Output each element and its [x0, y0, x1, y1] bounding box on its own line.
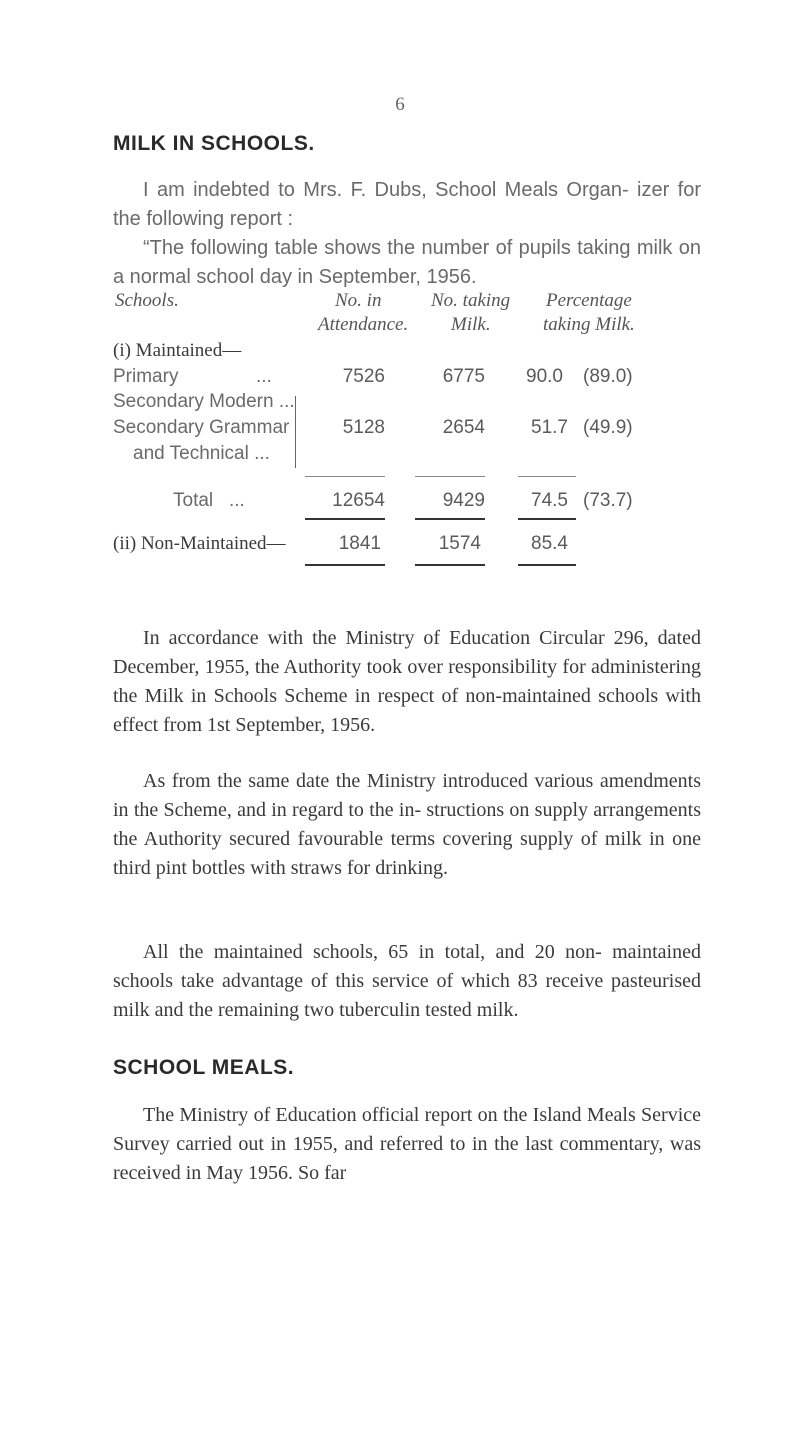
row-total-label: Total — [173, 490, 214, 511]
section-non-maintained: (ii) Non-Maintained— — [113, 533, 286, 554]
total-rule-taking — [415, 518, 485, 520]
section-maintained: (i) Maintained— — [113, 340, 242, 361]
header-percent-1: Percentage — [546, 290, 632, 311]
row-total-dots: ... — [229, 490, 245, 511]
row-nonmaintained-percent: 85.4 — [531, 533, 568, 554]
milk-paragraph-3: All the maintained schools, 65 in total, and 20 non- maintained schools take advantage of this service of which 83 receive pasteurised milk and the remaining two tuberculin tested milk. — [113, 941, 701, 1021]
milk-table — [113, 262, 713, 662]
header-attendance-2: Attendance. — [318, 314, 409, 335]
total-rule-attendance — [305, 518, 385, 520]
subtotal-rule-attendance — [305, 476, 385, 477]
final-rule-taking — [415, 564, 485, 566]
row-secondary-percent: 51.7 — [531, 417, 568, 438]
final-rule-attendance — [305, 564, 385, 566]
row-secondary-line-3: and Technical ... — [133, 443, 270, 464]
row-total-attendance: 12654 — [332, 490, 385, 511]
row-primary-label: Primary — [113, 366, 179, 387]
header-attendance-1: No. in — [335, 290, 382, 311]
row-primary-attendance: 7526 — [342, 366, 385, 387]
row-secondary-line-2: Secondary Grammar — [113, 417, 290, 438]
row-nonmaintained-attendance: 1841 — [338, 533, 381, 554]
row-total-percent: 74.5 — [531, 490, 568, 511]
row-secondary-prev: (49.9) — [583, 417, 633, 438]
row-total-prev: (73.7) — [583, 490, 633, 511]
row-primary-percent: 90.0 — [526, 366, 563, 387]
total-rule-percent — [518, 518, 576, 520]
header-percent-2: taking Milk. — [543, 314, 635, 335]
milk-paragraph-2: As from the same date the Ministry introduced various amendments in the Scheme, and in regard to the in- structions on supply arrangements the Authority secured favourable terms covering supply of milk in one third pint bottles with straws for drinking. — [113, 770, 701, 879]
milk-heading: MILK IN SCHOOLS. — [113, 132, 315, 155]
row-secondary-taking: 2654 — [442, 417, 485, 438]
final-rule-percent — [518, 564, 576, 566]
row-primary-dots: ... — [256, 366, 272, 387]
meals-paragraph-1: The Ministry of Education official report on the Island Meals Service Survey carried out in 1955, and referred to in the last commentary, was received in May 1956. So far — [113, 1104, 701, 1184]
milk-intro-1: I am indebted to Mrs. F. Dubs, School Meals Organ- izer for the following report : — [113, 179, 701, 230]
milk-paragraph-1: In accordance with the Ministry of Education Circular 296, dated December, 1955, the Authority took over responsibility for administering the Milk in Schools Scheme in respect of non-maintained schools with effect from 1st September, 1956. — [113, 627, 701, 736]
row-nonmaintained-taking: 1574 — [438, 533, 481, 554]
subtotal-rule-percent — [518, 476, 576, 477]
meals-heading: SCHOOL MEALS. — [113, 1056, 295, 1079]
milk-intro-2: “The following table shows the number of pupils taking milk on a normal school day in September, 1956. — [113, 237, 701, 288]
row-primary-taking: 6775 — [442, 366, 485, 387]
row-secondary-line-1: Secondary Modern ... — [113, 391, 295, 412]
header-taking-2: Milk. — [451, 314, 491, 335]
page-number: 6 — [395, 94, 405, 115]
row-secondary-attendance: 5128 — [342, 417, 385, 438]
subtotal-rule-taking — [415, 476, 485, 477]
row-primary-prev: (89.0) — [583, 366, 633, 387]
row-total-taking: 9429 — [442, 490, 485, 511]
header-schools: Schools. — [115, 290, 179, 311]
header-taking-1: No. taking — [431, 290, 511, 311]
